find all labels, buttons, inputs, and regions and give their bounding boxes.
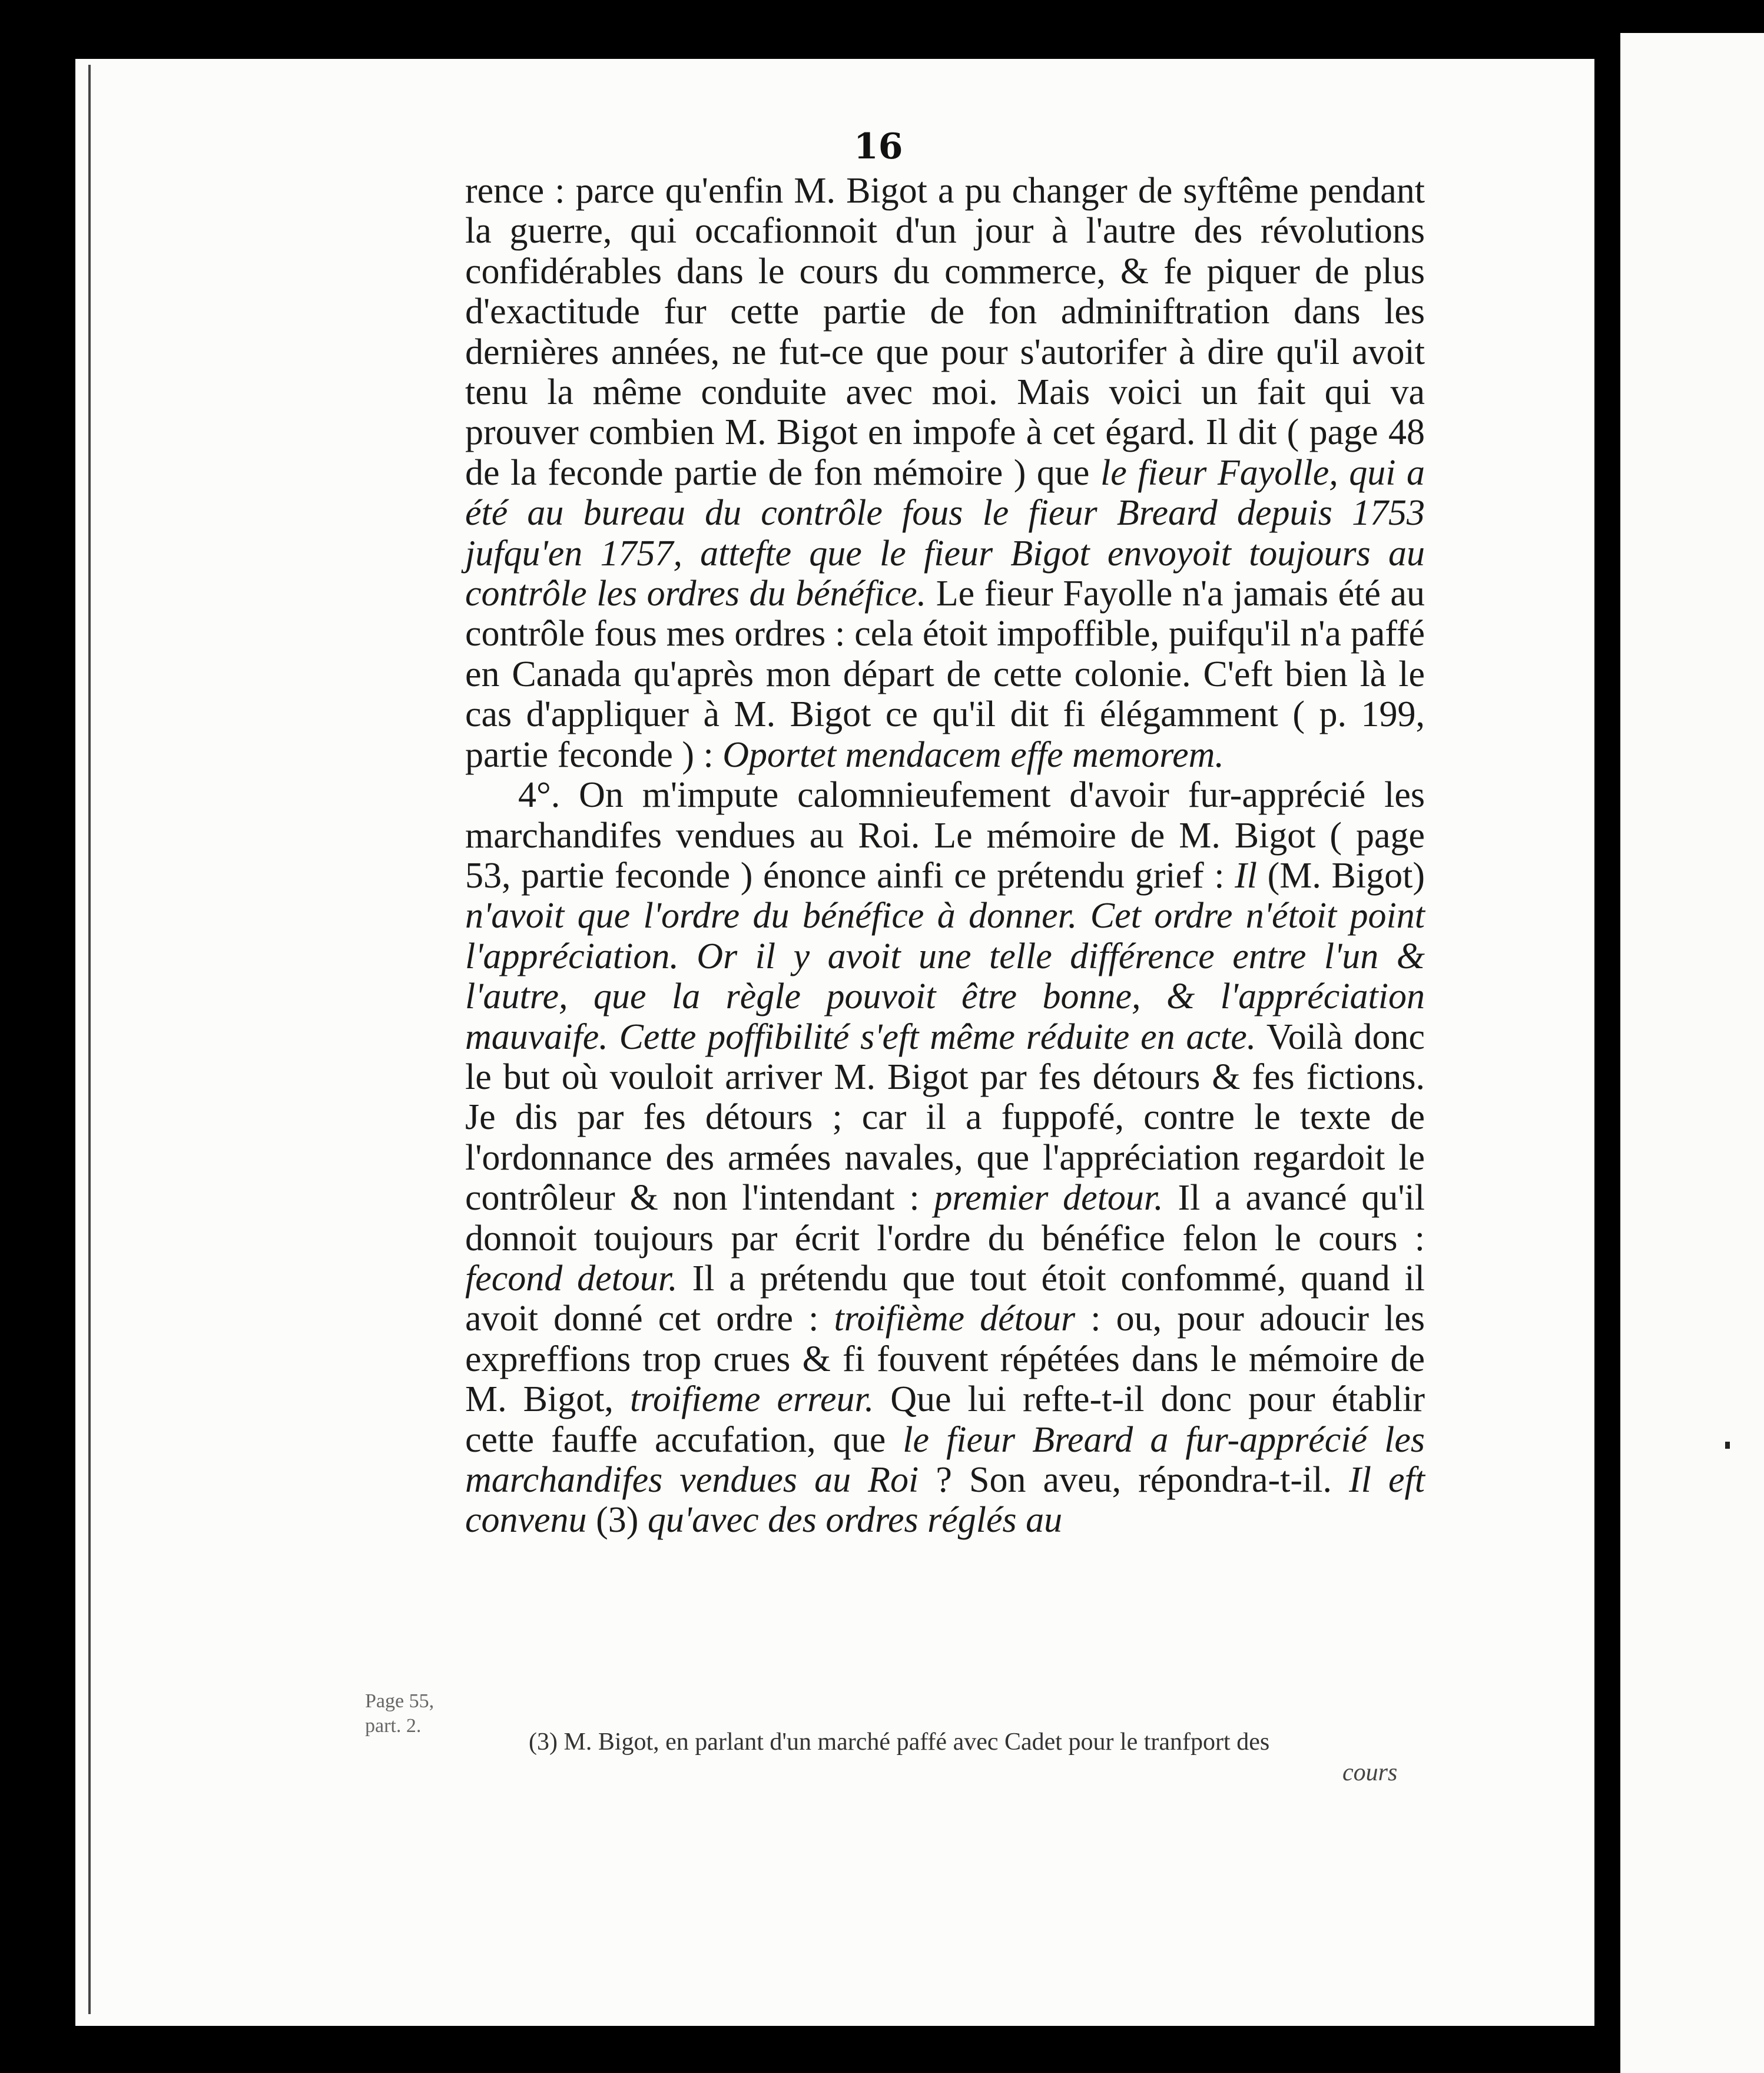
text-run: Il a avancé qu'il donnoit toujours par écrit l'ordre du bénéfice felon le cours : — [465, 1178, 1425, 1259]
page-number: 16 — [854, 126, 903, 167]
text-run: ? Son aveu, répondra-t-il. — [919, 1460, 1349, 1500]
text-run: Le fieur Fayolle n'a jamais été au contrôle fous mes ordres : cela étoit impoffible, puifqu'il n'a paffé en Canada qu'après mon départ de cette colonie. C'eft bien là le cas d'appliquer à M. Bigot ce qu'il dit fi élégamment ( p. 199, partie feconde ) : — [465, 574, 1425, 775]
body-text — [465, 171, 1425, 1541]
italic-text-run: le fieur Breard a fur-apprécié les marchandifes vendues au Roi — [465, 1419, 1425, 1500]
footnote: (3) M. Bigot, en parlant d'un marché paffé avec Cadet pour le tranfport des — [529, 1728, 1270, 1756]
margin-note: Page 55, part. 2. — [365, 1690, 435, 1737]
italic-text-run: fecond detour. — [465, 1258, 678, 1299]
facing-page — [1620, 33, 1764, 2073]
italic-text-run: le fieur Fayolle, qui a été au bureau du contrôle fous le fieur Breard depuis 1753 jufqu'en 1757, attefte que le fieur Bigot envoyoit toujours au contrôle les ordres du bénéfice. — [465, 452, 1425, 614]
text-run: Que lui refte-t-il donc pour établir cette fauffe accufation, que — [465, 1379, 1425, 1460]
text-run: rence : parce qu'enfin M. Bigot a pu changer de syftême pendant la guerre, qui occafionnoit d'un jour à l'autre des révolutions confidérables dans le cours du commerce, & fe piquer de plus d'exactitude fur cette partie de fon adminiftration dans les dernières années, ne fut-ce que pour s'autorifer à dire qu'il avoit tenu la même conduite avec moi. Mais voici un fait qui va prouver combien M. Bigot en impofe à cet égard. Il dit ( page 48 de la feconde partie de fon mémoire ) que — [465, 171, 1425, 493]
italic-text-run: premier detour. — [934, 1178, 1163, 1218]
italic-text-run: Il — [1235, 855, 1258, 896]
text-run: 4°. On m'impute calomnieufement d'avoir fur-apprécié les marchandifes vendues au Roi. Le mémoire de M. Bigot ( page 53, partie feconde ) énonce ainfi ce prétendu grief : — [465, 775, 1425, 896]
italic-text-run: troifième détour — [834, 1299, 1076, 1339]
page-edge-shadow — [88, 65, 91, 2014]
italic-text-run: qu'avec des ordres réglés au — [647, 1500, 1063, 1541]
text-run: (M. Bigot) — [1257, 855, 1425, 896]
text-run: Voilà donc le but où vouloit arriver M. Bigot par fes détours & fes fictions. Je dis par fes détours ; car il a fuppofé, contre le texte de l'ordonnance des armées navales, que l'appréciation regardoit le contrôleur & non l'intendant : — [465, 1016, 1425, 1218]
facing-page-mark — [1725, 1442, 1730, 1449]
italic-text-run: Oportet mendacem effe memorem. — [722, 734, 1224, 775]
paragraph-2 — [465, 775, 1425, 1541]
text-run: : ou, pour adoucir les expreffions trop crues & fi fouvent répétées dans le mémoire de M. Bigot, — [465, 1299, 1425, 1420]
italic-text-run: troifieme erreur. — [629, 1379, 874, 1420]
italic-text-run: n'avoit que l'ordre du bénéfice à donner. Cet ordre n'étoit point l'appréciation. Or il y avoit une telle différence entre l'un & l'autre, que la règle pouvoit être bonne, & l'appréciation mauvaife. Cette poffibilité s'eft même réduite en acte. — [465, 896, 1425, 1057]
text-run: Il a prétendu que tout étoit confommé, quand il avoit donné cet ordre : — [465, 1258, 1425, 1339]
paragraph-1 — [465, 171, 1425, 775]
catchword: cours — [1342, 1759, 1398, 1786]
text-run: (3) — [586, 1500, 648, 1541]
italic-text-run: Il eft convenu — [465, 1460, 1425, 1541]
